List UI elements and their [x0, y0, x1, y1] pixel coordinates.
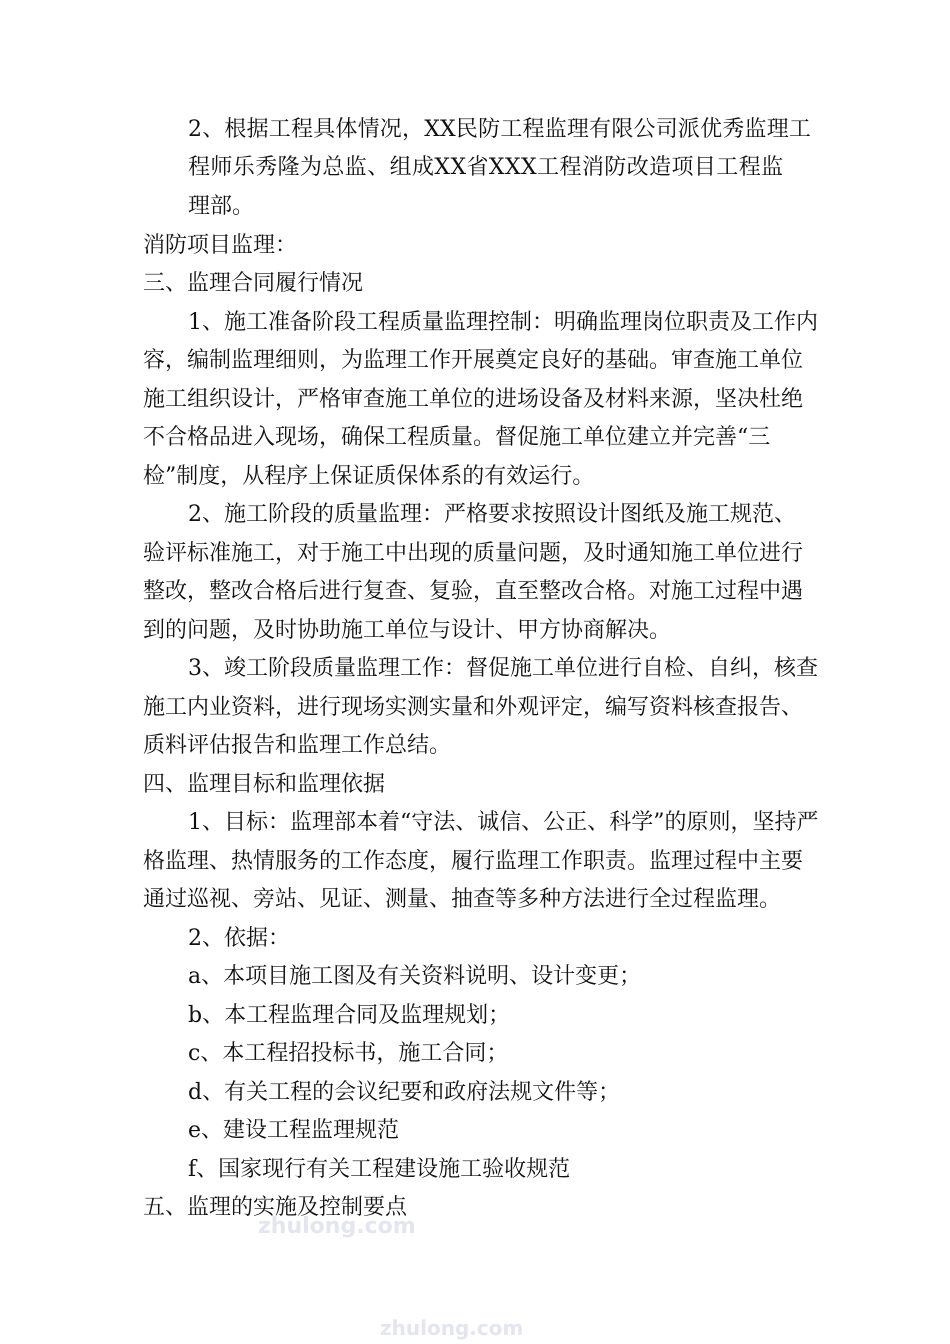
text-line: 检”制度，从程序上保证质保体系的有效运行。: [143, 464, 595, 489]
section-heading: 四、监理目标和监理依据: [143, 772, 386, 797]
section-heading: 五、监理的实施及控制要点: [143, 1195, 408, 1220]
list-item: d、有关工程的会议纪要和政府法规文件等；: [188, 1080, 621, 1105]
text-line: 不合格品进入现场，确保工程质量。督促施工单位建立并完善“三: [143, 425, 771, 450]
section-heading: 三、监理合同履行情况: [143, 271, 364, 296]
list-item: b、本工程监理合同及监理规划；: [188, 1003, 511, 1028]
list-item: c、本工程招投标书，施工合同；: [188, 1041, 509, 1066]
text-line: 容，编制监理细则，为监理工作开展奠定良好的基础。审查施工单位: [143, 348, 804, 373]
text-line: 3、竣工阶段质量监理工作：督促施工单位进行自检、自纠，核查: [188, 656, 818, 681]
text-line: 程师乐秀隆为总监、组成XX省XXX工程消防改造项目工程监: [188, 155, 784, 180]
watermark: zhulong.com: [380, 1316, 524, 1340]
text-line: 2、根据工程具体情况，XX民防工程监理有限公司派优秀监理工: [188, 117, 812, 142]
text-line: 质料评估报告和监理工作总结。: [143, 733, 452, 758]
text-line: 2、施工阶段的质量监理：严格要求按照设计图纸及施工规范、: [188, 502, 796, 527]
text-line: 1、施工准备阶段工程质量监理控制：明确监理岗位职责及工作内: [188, 310, 818, 335]
text-line: 整改，整改合格后进行复查、复验，直至整改合格。对施工过程中遇: [143, 579, 804, 604]
text-line: 到的问题，及时协助施工单位与设计、甲方协商解决。: [143, 618, 672, 643]
text-line: 通过巡视、旁站、见证、测量、抽查等多种方法进行全过程监理。: [143, 887, 782, 912]
text-line: 理部。: [188, 194, 255, 219]
text-line: 施工组织设计，严格审查施工单位的进场设备及材料来源，坚决杜绝: [143, 387, 804, 412]
text-line: 施工内业资料，进行现场实测实量和外观评定，编写资料核查报告、: [143, 695, 804, 720]
list-item: f、国家现行有关工程建设施工验收规范: [188, 1157, 571, 1182]
watermark: zhulong.com: [258, 1214, 416, 1239]
section-heading: 消防项目监理：: [143, 233, 298, 258]
text-line: 验评标准施工，对于施工中出现的质量问题，及时通知施工单位进行: [143, 541, 804, 566]
text-line: 2、依据：: [188, 926, 290, 951]
text-line: 格监理、热情服务的工作态度，履行监理工作职责。监理过程中主要: [143, 849, 804, 874]
list-item: a、本项目施工图及有关资料说明、设计变更；: [188, 964, 642, 989]
list-item: e、建设工程监理规范: [188, 1118, 400, 1143]
text-line: 1、目标：监理部本着“守法、诚信、公正、科学”的原则，坚持严: [188, 810, 819, 835]
